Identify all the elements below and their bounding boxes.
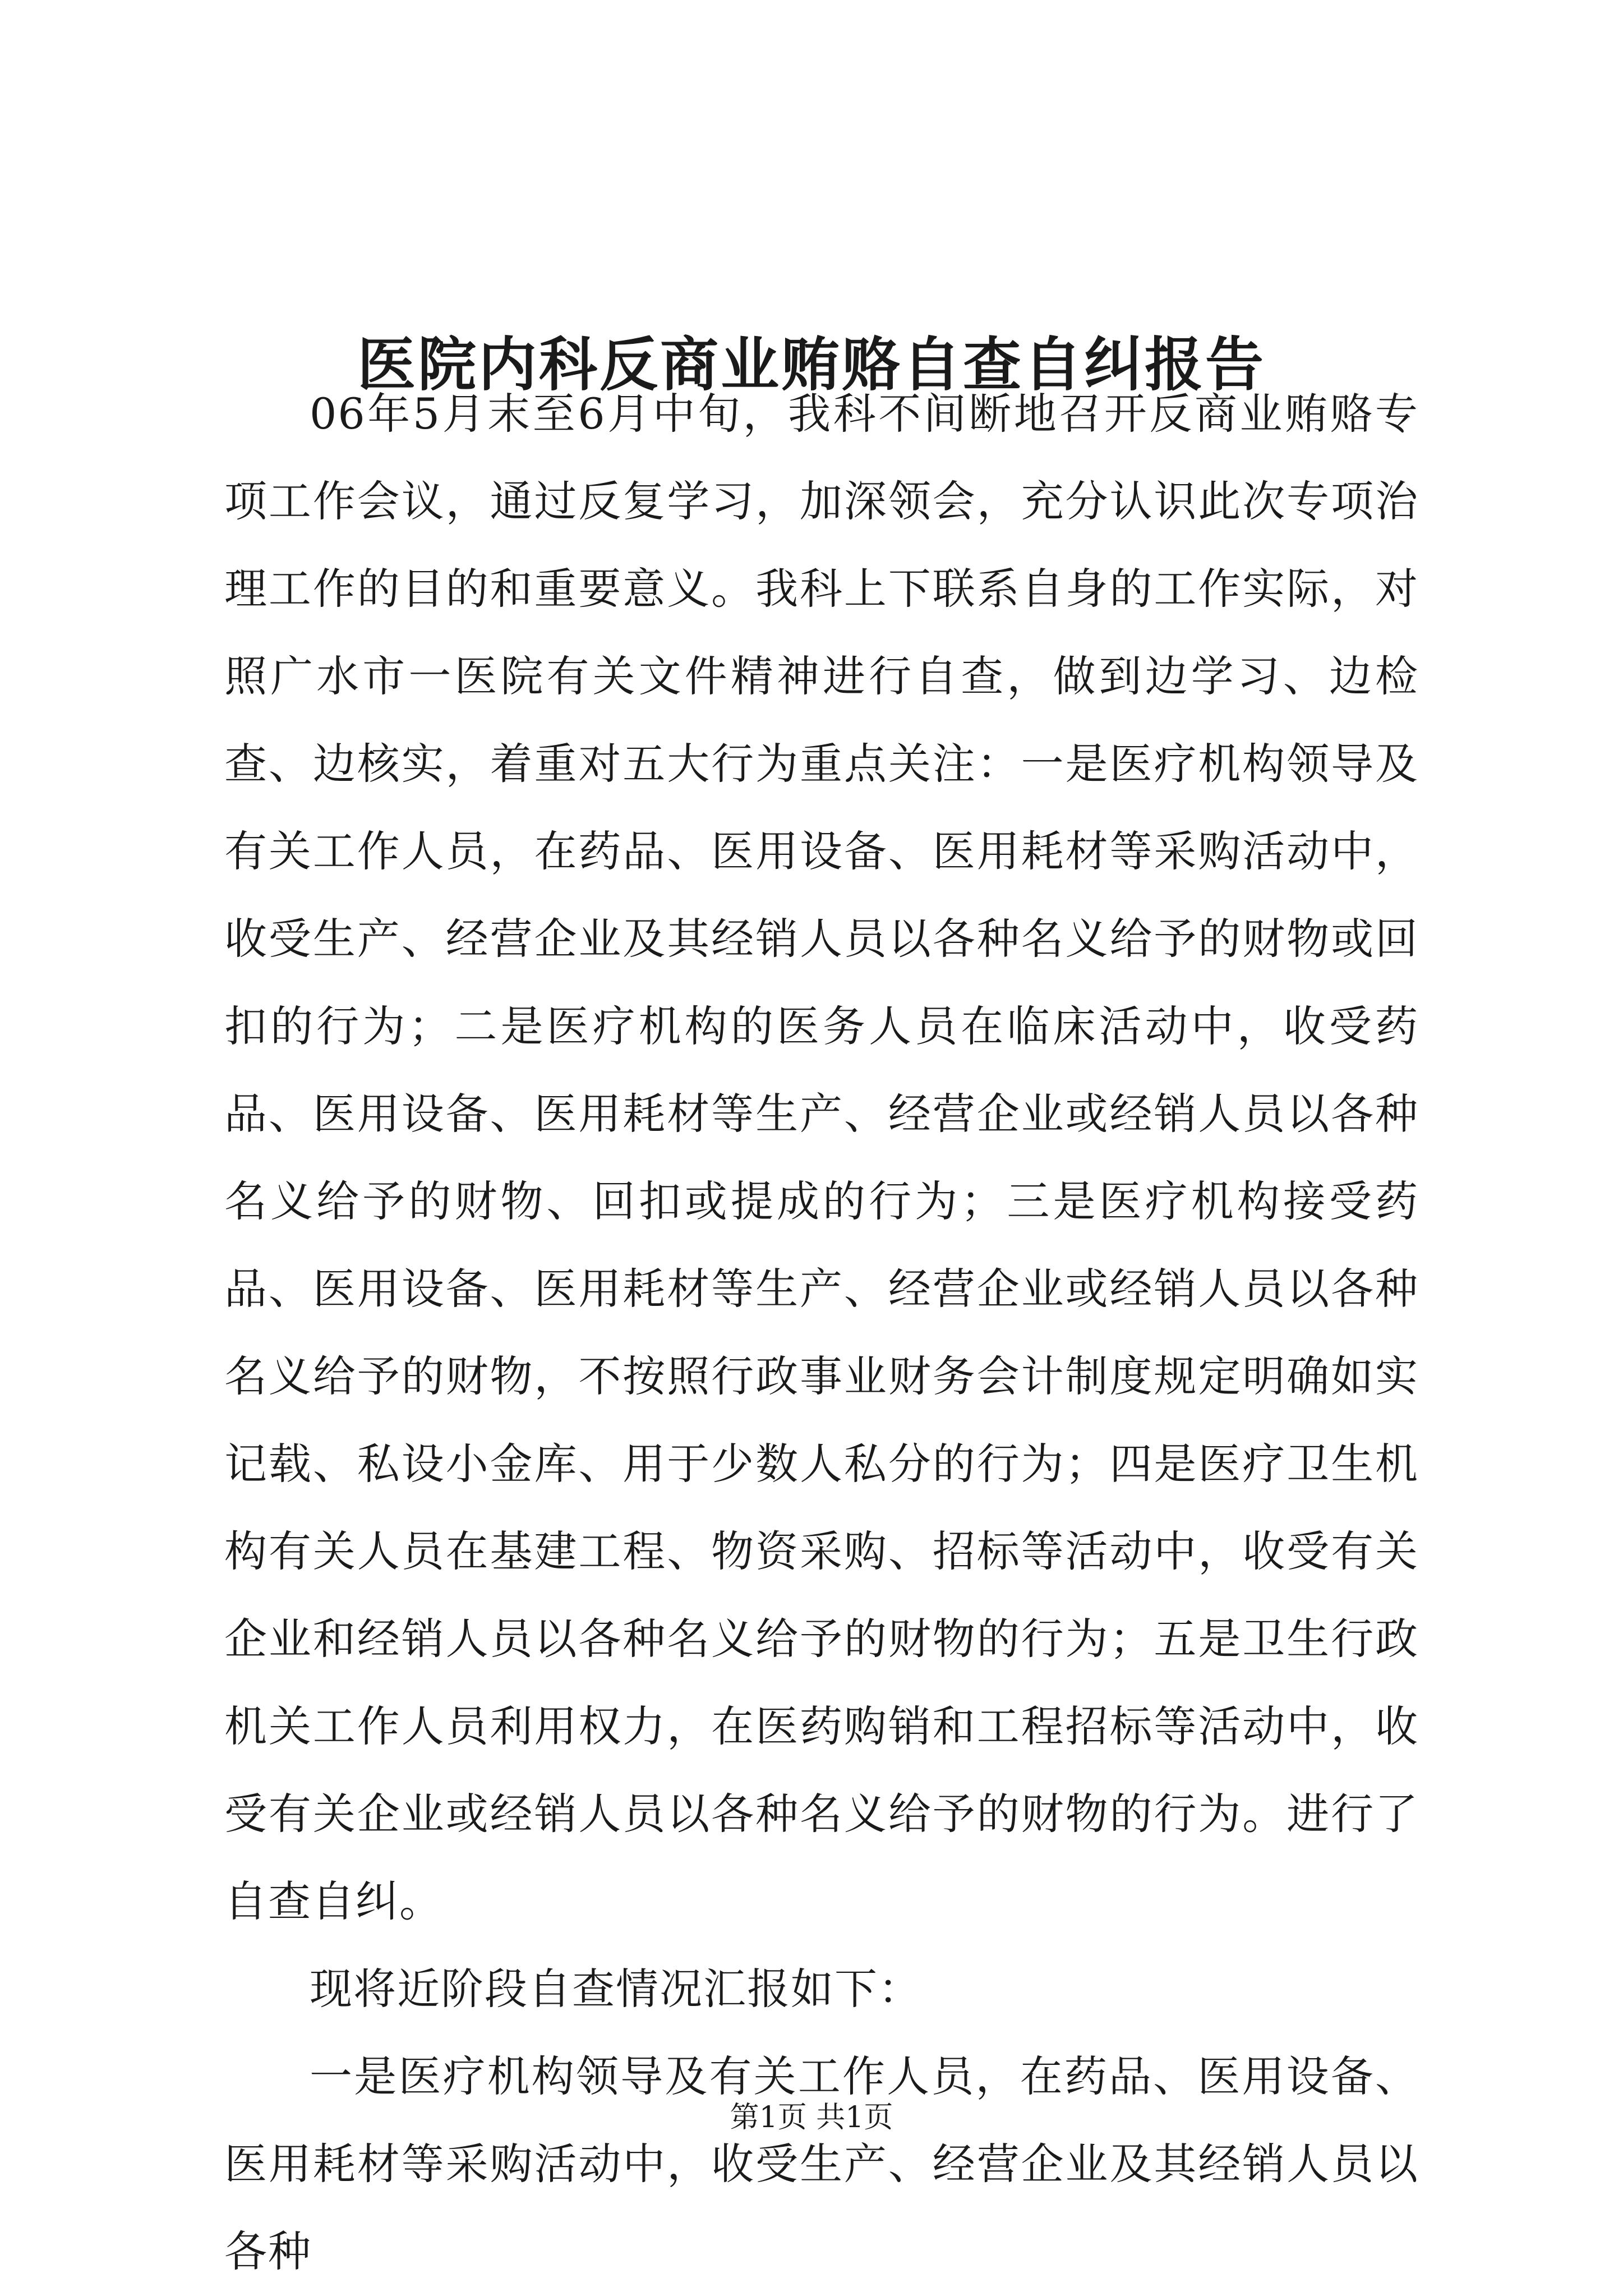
- document-title: 医院内科反商业贿赂自查自纠报告: [357, 329, 1266, 399]
- document-body: [224, 370, 1419, 2295]
- paragraph-item-one: 一是医疗机构领导及有关工作人员，在药品、医用设备、医用耗材等采购活动中，收受生产、经营企业及其经销人员以各种: [224, 2051, 1419, 2276]
- paragraph-summary-lead: 现将近阶段自查情况汇报如下：: [310, 1964, 922, 2014]
- paragraph-intro: 06年5月末至6月中旬，我科不间断地召开反商业贿赂专项工作会议，通过反复学习，加深领会，充分认识此次专项治理工作的目的和重要意义。我科上下联系自身的工作实际，对照广水市一医院有关文件精神进行自查，做到边学习、边检查、边核实，着重对五大行为重点关注：一是医疗机构领导及有关工作人员，在药品、医用设备、医用耗材等采购活动中，收受生产、经营企业及其经销人员以各种名义给予的财物或回扣的行为；二是医疗机构的医务人员在临床活动中，收受药品、医用设备、医用耗材等生产、经营企业或经销人员以各种名义给予的财物、回扣或提成的行为；三是医疗机构接受药品、医用设备、医用耗材等生产、经营企业或经销人员以各种名义给予的财物，不按照行政事业财务会计制度规定明确如实记载、私设小金库、用于少数人私分的行为；四是医疗卫生机构有关人员在基建工程、物资采购、招标等活动中，收受有关企业和经销人员以各种名义给予的财物的行为；五是卫生行政机关工作人员利用权力，在医药购销和工程招标等活动中，收受有关企业或经销人员以各种名义给予的财物的行为。进行了自查自纠。: [224, 389, 1419, 1926]
- page-footer: 第1页 共1页: [730, 2101, 893, 2134]
